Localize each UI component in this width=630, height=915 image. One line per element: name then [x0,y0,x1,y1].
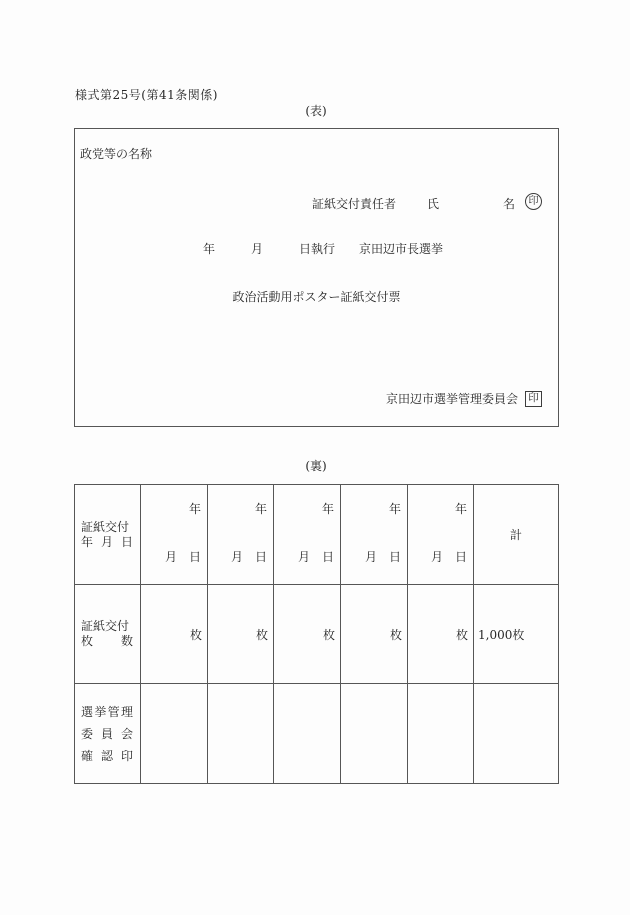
date-cell [274,485,341,585]
count-cell: 枚 [274,585,341,684]
issue-count-header-line1: 証紙交付 [81,619,130,633]
confirmation-header-line3: 確 認 印 [81,748,133,763]
given-name-label: 名 [503,197,516,211]
month-day-label: 月 日 [297,550,334,564]
date-cell [208,485,274,585]
party-name-label: 政党等の名称 [80,147,153,161]
count-cell: 枚 [141,585,208,684]
date-cell [141,485,208,585]
form-title: 政治活動用ポスター証紙交付票 [232,290,401,304]
total-header-cell: 計 [474,485,559,585]
election-date-line: 年 月 日執行 京田辺市長選挙 [203,242,444,256]
month-day-label: 月 日 [430,550,467,564]
issue-date-header-line2: 年 月 日 [81,534,133,549]
year-label: 年 [454,502,467,516]
year-label: 年 [321,502,334,516]
issue-count-header-cell [75,585,141,684]
issue-date-header-line1: 証紙交付 [81,519,130,534]
front-section-label: (表) [305,104,327,118]
confirmation-cell [274,684,341,784]
confirmation-cell [474,684,559,784]
month-day-label: 月 日 [164,550,201,564]
confirmation-cell [208,684,274,784]
form-number: 様式第25号(第41条関係) [75,88,218,102]
count-cell: 枚 [341,585,408,684]
issue-count-header-line2: 枚 数 [81,634,133,648]
confirmation-header-cell [75,684,141,784]
count-cell: 枚 [408,585,474,684]
confirmation-cell [341,684,408,784]
year-label: 年 [254,502,267,516]
family-name-label: 氏 [427,197,440,211]
issue-date-header-cell [75,485,141,585]
total-count-cell: 1,000枚 [474,585,559,684]
front-form-box [74,128,559,427]
year-label: 年 [388,502,401,516]
back-section-label: (裏) [305,459,327,473]
month-day-label: 月 日 [230,550,267,564]
date-cell [341,485,408,585]
confirmation-header-line2: 委 員 会 [81,726,133,741]
confirmation-header-line1: 選 挙 管 理 [81,704,133,719]
issuer-title: 証紙交付責任者 [312,197,397,211]
committee-seal-icon: 印 [525,391,542,407]
date-cell [408,485,474,585]
personal-seal-icon: 印 [525,193,542,210]
committee-line [386,390,542,407]
confirmation-cell [408,684,474,784]
year-label: 年 [188,502,201,516]
committee-name: 京田辺市選挙管理委員会 [385,392,518,406]
issue-record-table [74,484,559,784]
issuer-line [75,195,558,215]
count-cell: 枚 [208,585,274,684]
confirmation-cell [141,684,208,784]
month-day-label: 月 日 [364,550,401,564]
